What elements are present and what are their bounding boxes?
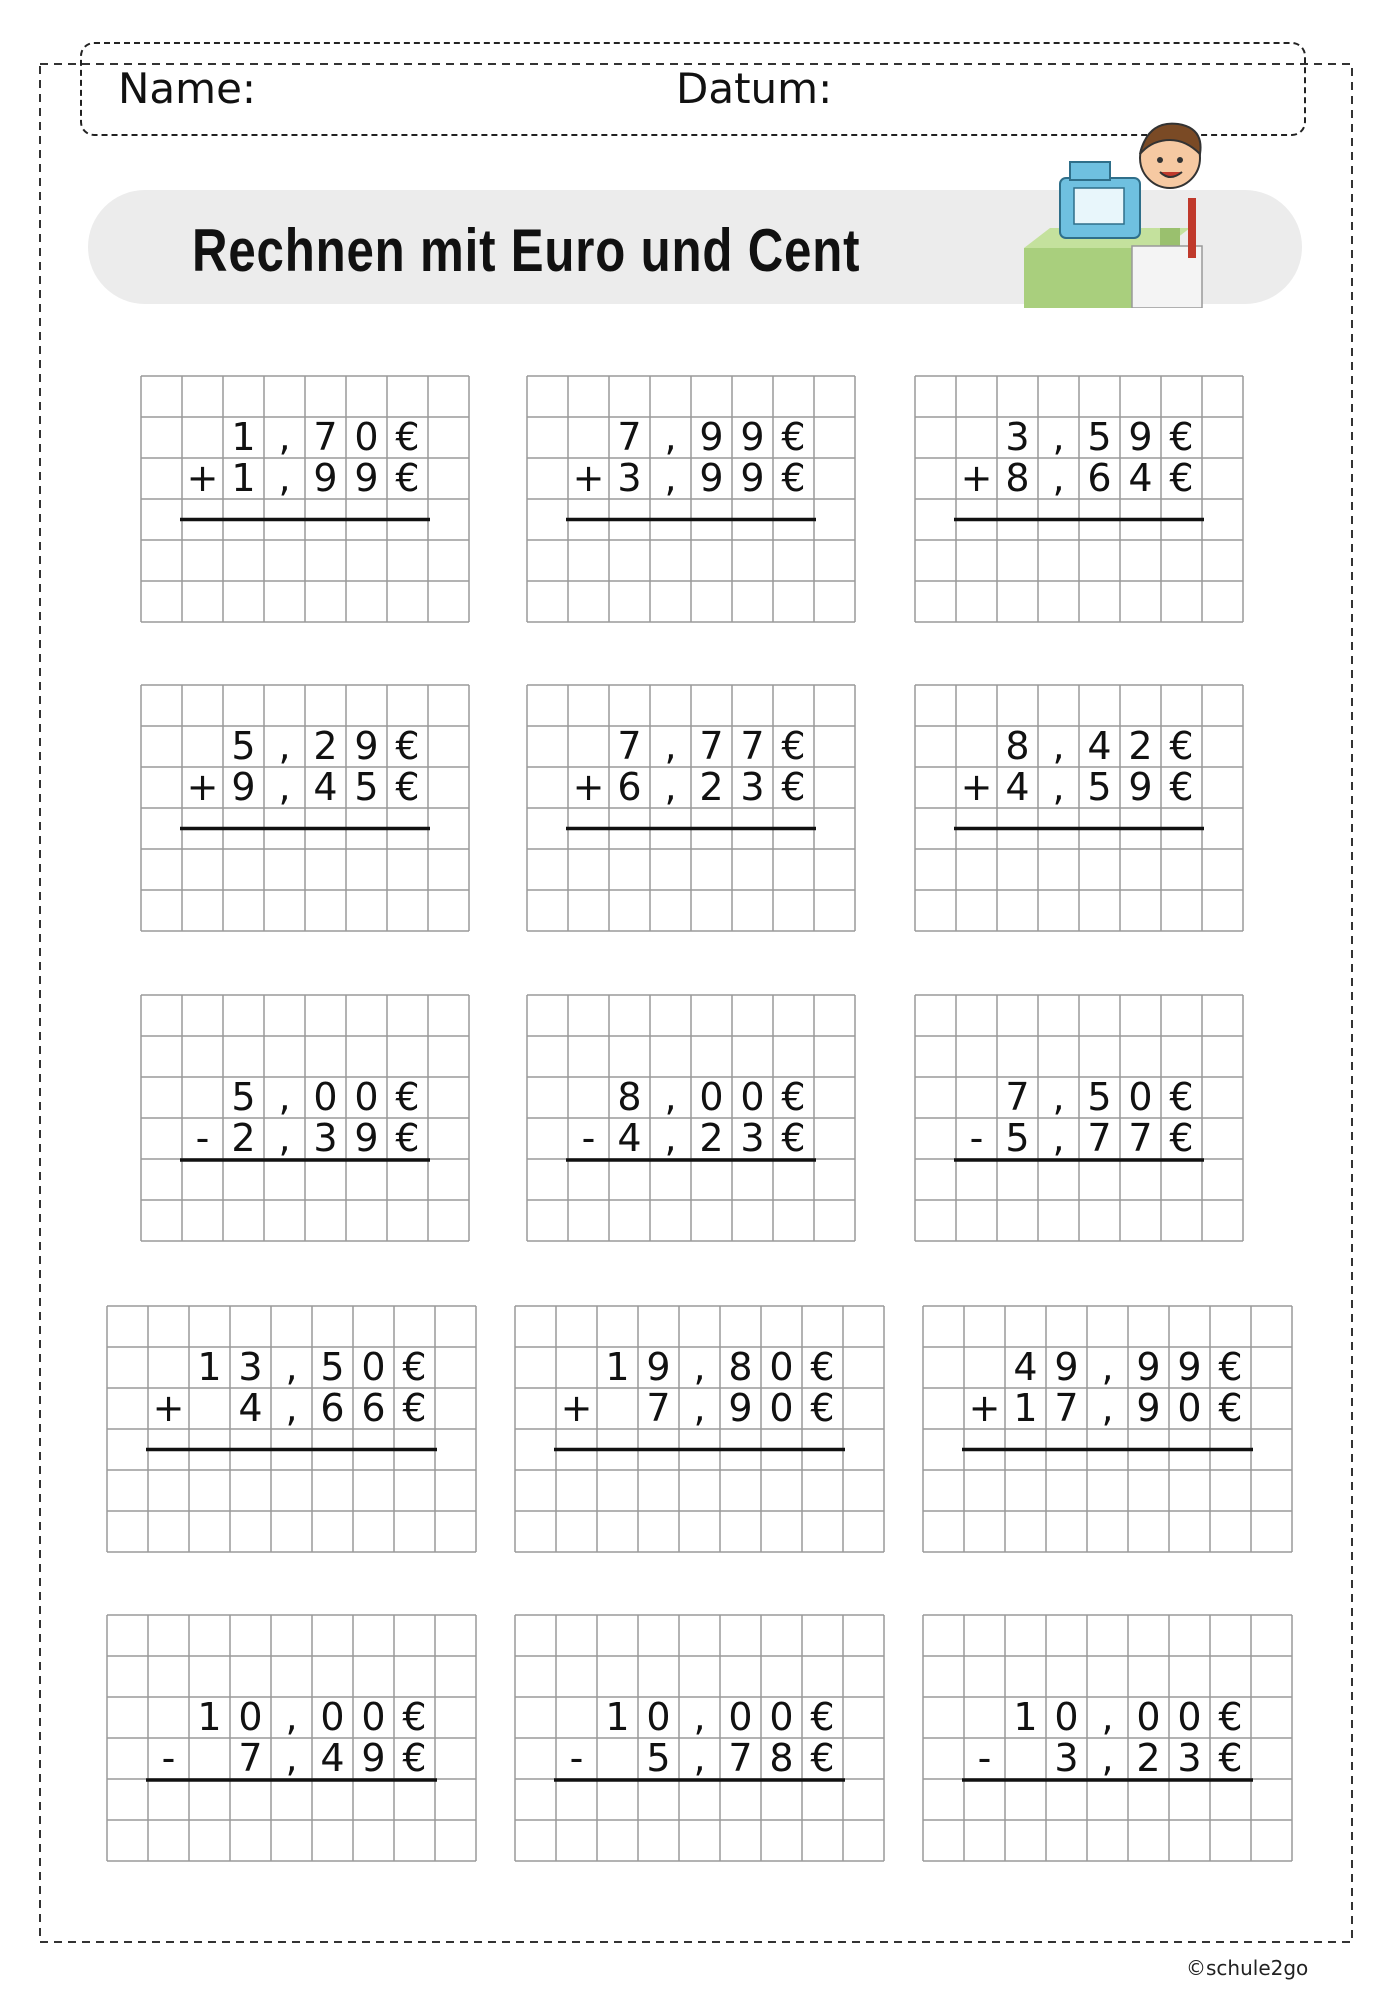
digit-cell: € [781, 415, 806, 459]
digit-cell: 6 [361, 1386, 386, 1430]
digit-cell: 9 [1136, 1386, 1161, 1430]
digit-cell: 2 [313, 724, 338, 768]
digit-cell: 3 [1177, 1736, 1202, 1780]
digit-cell [923, 1347, 964, 1388]
digit-cell: 0 [320, 1695, 345, 1739]
digit-cell: 4 [1128, 456, 1153, 500]
digit-cell: - [977, 1736, 992, 1780]
calc-grid-15[interactable] [922, 1614, 1291, 1860]
digit-cell: 0 [646, 1695, 671, 1739]
digit-cell: 7 [1128, 1116, 1153, 1160]
digit-cell [515, 1388, 556, 1429]
digit-cell: , [664, 456, 677, 500]
digit-cell [597, 1738, 638, 1779]
digit-cell: 0 [1177, 1386, 1202, 1430]
digit-cell [141, 726, 182, 767]
digit-cell: 4 [1005, 765, 1030, 809]
calc-second-operand-row [527, 1118, 814, 1159]
digit-cell: 9 [354, 456, 379, 500]
digit-cell: , [1101, 1345, 1114, 1389]
digit-cell: 0 [361, 1695, 386, 1739]
digit-cell: , [693, 1345, 706, 1389]
digit-cell: 7 [1054, 1386, 1079, 1430]
digit-cell: 1 [197, 1695, 222, 1739]
digit-cell: , [278, 1116, 291, 1160]
digit-cell: 4 [1087, 724, 1112, 768]
digit-cell [141, 1118, 182, 1159]
digit-cell: , [1101, 1386, 1114, 1430]
digit-cell: + [960, 456, 993, 500]
digit-cell: 8 [617, 1075, 642, 1119]
calc-first-operand-row [527, 1077, 814, 1118]
digit-cell: 7 [728, 1736, 753, 1780]
digit-cell: 2 [699, 765, 724, 809]
digit-cell: 4 [320, 1736, 345, 1780]
digit-cell [141, 1077, 182, 1118]
digit-cell: 5 [1087, 415, 1112, 459]
digit-cell [915, 1118, 956, 1159]
digit-cell [956, 1077, 997, 1118]
digit-cell: 5 [646, 1736, 671, 1780]
digit-cell [568, 417, 609, 458]
digit-cell: 7 [740, 724, 765, 768]
digit-cell: 9 [1054, 1345, 1079, 1389]
calc-first-operand-row [915, 1077, 1202, 1118]
digit-cell: € [781, 765, 806, 809]
digit-cell: - [969, 1116, 984, 1160]
digit-cell: 3 [740, 1116, 765, 1160]
digit-cell: € [402, 1345, 427, 1389]
digit-cell [107, 1388, 148, 1429]
digit-cell: 0 [361, 1345, 386, 1389]
digit-cell: 9 [1136, 1345, 1161, 1389]
digit-cell: 7 [617, 415, 642, 459]
digit-cell: 4 [238, 1386, 263, 1430]
digit-cell: 5 [231, 724, 256, 768]
calc-second-operand-row [141, 1118, 428, 1159]
digit-cell: + [186, 456, 219, 500]
digit-cell: 9 [354, 1116, 379, 1160]
calc-first-operand-row [515, 1347, 843, 1388]
calc-second-operand-row [141, 458, 428, 499]
calc-grid-13[interactable] [106, 1614, 475, 1860]
digit-cell: € [395, 724, 420, 768]
digit-cell [141, 767, 182, 808]
digit-cell: , [693, 1736, 706, 1780]
digit-cell: 5 [354, 765, 379, 809]
cashier-boy-illustration [1020, 118, 1226, 308]
digit-cell [568, 1077, 609, 1118]
calc-second-operand-row [141, 767, 428, 808]
digit-cell: 3 [617, 456, 642, 500]
digit-cell: - [569, 1736, 584, 1780]
digit-cell: , [1101, 1695, 1114, 1739]
digit-cell: € [1169, 1116, 1194, 1160]
worksheet-title: Rechnen mit Euro und Cent [192, 217, 861, 284]
digit-cell: 9 [699, 456, 724, 500]
digit-cell [515, 1697, 556, 1738]
digit-cell: 7 [646, 1386, 671, 1430]
digit-cell: , [278, 415, 291, 459]
digit-cell: € [1218, 1695, 1243, 1739]
digit-cell: 8 [1005, 724, 1030, 768]
digit-cell: 9 [361, 1736, 386, 1780]
digit-cell [964, 1697, 1005, 1738]
digit-cell [556, 1347, 597, 1388]
digit-cell: 4 [313, 765, 338, 809]
digit-cell: € [402, 1386, 427, 1430]
digit-cell [527, 726, 568, 767]
digit-cell: 9 [1128, 415, 1153, 459]
digit-cell: € [1169, 415, 1194, 459]
digit-cell: € [810, 1386, 835, 1430]
digit-cell: 5 [1005, 1116, 1030, 1160]
digit-cell [189, 1738, 230, 1779]
digit-cell: € [1169, 456, 1194, 500]
digit-cell [527, 417, 568, 458]
digit-cell: - [581, 1116, 596, 1160]
digit-cell: 4 [617, 1116, 642, 1160]
digit-cell: 3 [740, 765, 765, 809]
digit-cell: - [195, 1116, 210, 1160]
digit-cell: 1 [197, 1345, 222, 1389]
calc-first-operand-row [527, 417, 814, 458]
digit-cell: 7 [1087, 1116, 1112, 1160]
digit-cell: 0 [769, 1386, 794, 1430]
digit-cell: 2 [1136, 1736, 1161, 1780]
digit-cell: 0 [238, 1695, 263, 1739]
digit-cell: , [1052, 765, 1065, 809]
digit-cell: € [781, 1116, 806, 1160]
digit-cell: 6 [320, 1386, 345, 1430]
digit-cell [923, 1388, 964, 1429]
digit-cell: € [1169, 765, 1194, 809]
digit-cell [915, 1077, 956, 1118]
digit-cell: 5 [320, 1345, 345, 1389]
digit-cell: 9 [728, 1386, 753, 1430]
digit-cell: 0 [1136, 1695, 1161, 1739]
digit-cell: 0 [769, 1695, 794, 1739]
digit-cell: 9 [1128, 765, 1153, 809]
digit-cell: 7 [313, 415, 338, 459]
calc-second-operand-row [107, 1738, 435, 1779]
date-label: Datum: [676, 64, 833, 113]
digit-cell: 0 [354, 415, 379, 459]
calc-grid-6[interactable] [914, 684, 1242, 930]
digit-cell [1005, 1738, 1046, 1779]
digit-cell [597, 1388, 638, 1429]
digit-cell: 6 [1087, 456, 1112, 500]
digit-cell [141, 458, 182, 499]
digit-cell: + [560, 1386, 593, 1430]
digit-cell: 7 [1005, 1075, 1030, 1119]
digit-cell: 7 [238, 1736, 263, 1780]
digit-cell: , [278, 456, 291, 500]
calc-first-operand-row [515, 1697, 843, 1738]
digit-cell: , [664, 415, 677, 459]
digit-cell: € [810, 1736, 835, 1780]
digit-cell: , [664, 1116, 677, 1160]
calc-second-operand-row [107, 1388, 435, 1429]
digit-cell: € [781, 456, 806, 500]
digit-cell: 0 [313, 1075, 338, 1119]
digit-cell: 5 [231, 1075, 256, 1119]
digit-cell: € [781, 724, 806, 768]
digit-cell: 0 [1128, 1075, 1153, 1119]
calc-first-operand-row [527, 726, 814, 767]
digit-cell [527, 1077, 568, 1118]
digit-cell: + [572, 765, 605, 809]
name-label: Name: [118, 64, 257, 113]
digit-cell: 3 [238, 1345, 263, 1389]
digit-cell [915, 767, 956, 808]
digit-cell: 9 [231, 765, 256, 809]
digit-cell: 7 [617, 724, 642, 768]
calc-grid-7[interactable] [140, 994, 468, 1240]
digit-cell: 1 [231, 415, 256, 459]
digit-cell: , [278, 765, 291, 809]
digit-cell [107, 1697, 148, 1738]
digit-cell: 6 [617, 765, 642, 809]
calc-grid-4[interactable] [140, 684, 468, 930]
digit-cell [515, 1347, 556, 1388]
digit-cell: 5 [1087, 1075, 1112, 1119]
digit-cell: 0 [699, 1075, 724, 1119]
digit-cell [107, 1347, 148, 1388]
calc-grid-11[interactable] [514, 1305, 883, 1551]
calc-grid-12[interactable] [922, 1305, 1291, 1551]
calc-grid-5[interactable] [526, 684, 854, 930]
digit-cell [923, 1738, 964, 1779]
digit-cell: , [285, 1736, 298, 1780]
digit-cell: 9 [646, 1345, 671, 1389]
digit-cell: , [1052, 1075, 1065, 1119]
digit-cell [141, 417, 182, 458]
digit-cell [527, 458, 568, 499]
digit-cell: 8 [1005, 456, 1030, 500]
digit-cell: 0 [728, 1695, 753, 1739]
digit-cell: 8 [769, 1736, 794, 1780]
digit-cell: 9 [313, 456, 338, 500]
digit-cell: € [395, 415, 420, 459]
digit-cell [182, 726, 223, 767]
digit-cell: 1 [1013, 1695, 1038, 1739]
calc-second-operand-row [515, 1388, 843, 1429]
digit-cell: 1 [605, 1695, 630, 1739]
digit-cell: + [960, 765, 993, 809]
digit-cell: 3 [1054, 1736, 1079, 1780]
digit-cell: + [152, 1386, 185, 1430]
calc-first-operand-row [915, 417, 1202, 458]
digit-cell: € [781, 1075, 806, 1119]
digit-cell: , [1101, 1736, 1114, 1780]
calc-grid-3[interactable] [914, 375, 1242, 621]
calc-grid-9[interactable] [914, 994, 1242, 1240]
digit-cell: + [572, 456, 605, 500]
digit-cell [568, 726, 609, 767]
calc-second-operand-row [923, 1388, 1251, 1429]
calc-first-operand-row [923, 1347, 1251, 1388]
digit-cell: , [1052, 415, 1065, 459]
digit-cell [956, 726, 997, 767]
digit-cell: € [1218, 1736, 1243, 1780]
digit-cell: , [664, 724, 677, 768]
calc-second-operand-row [515, 1738, 843, 1779]
digit-cell: 2 [1128, 724, 1153, 768]
digit-cell [189, 1388, 230, 1429]
digit-cell: 9 [740, 456, 765, 500]
digit-cell: € [395, 1116, 420, 1160]
calc-second-operand-row [527, 458, 814, 499]
digit-cell: 2 [699, 1116, 724, 1160]
digit-cell: 9 [354, 724, 379, 768]
digit-cell: , [285, 1695, 298, 1739]
digit-cell [556, 1697, 597, 1738]
digit-cell: , [693, 1386, 706, 1430]
calc-first-operand-row [141, 726, 428, 767]
digit-cell: 7 [699, 724, 724, 768]
digit-cell [915, 417, 956, 458]
digit-cell: , [1052, 456, 1065, 500]
calc-first-operand-row [141, 417, 428, 458]
digit-cell: - [161, 1736, 176, 1780]
digit-cell: , [285, 1386, 298, 1430]
digit-cell: + [186, 765, 219, 809]
digit-cell: 3 [1005, 415, 1030, 459]
digit-cell: 1 [1013, 1386, 1038, 1430]
digit-cell: € [1169, 724, 1194, 768]
digit-cell: € [395, 1075, 420, 1119]
digit-cell: 9 [740, 415, 765, 459]
digit-cell: , [278, 1075, 291, 1119]
digit-cell: € [402, 1695, 427, 1739]
calc-grid-2[interactable] [526, 375, 854, 621]
digit-cell: , [285, 1345, 298, 1389]
digit-cell: 3 [313, 1116, 338, 1160]
digit-cell [964, 1347, 1005, 1388]
digit-cell [515, 1738, 556, 1779]
digit-cell: € [1218, 1386, 1243, 1430]
calc-second-operand-row [915, 1118, 1202, 1159]
digit-cell: € [402, 1736, 427, 1780]
digit-cell: 9 [699, 415, 724, 459]
digit-cell [107, 1738, 148, 1779]
digit-cell: € [810, 1695, 835, 1739]
digit-cell: 1 [231, 456, 256, 500]
calc-first-operand-row [107, 1347, 435, 1388]
digit-cell: 5 [1087, 765, 1112, 809]
digit-cell [956, 417, 997, 458]
digit-cell: 0 [769, 1345, 794, 1389]
digit-cell: , [1052, 1116, 1065, 1160]
digit-cell: € [395, 765, 420, 809]
calc-first-operand-row [107, 1697, 435, 1738]
digit-cell: € [810, 1345, 835, 1389]
digit-cell: , [278, 724, 291, 768]
digit-cell: , [1052, 724, 1065, 768]
calc-grid-1[interactable] [140, 375, 468, 621]
digit-cell [527, 767, 568, 808]
digit-cell: 0 [1054, 1695, 1079, 1739]
digit-cell [148, 1697, 189, 1738]
digit-cell: 0 [1177, 1695, 1202, 1739]
digit-cell [182, 1077, 223, 1118]
digit-cell [923, 1697, 964, 1738]
digit-cell: + [968, 1386, 1001, 1430]
digit-cell: 9 [1177, 1345, 1202, 1389]
digit-cell: , [664, 765, 677, 809]
digit-cell: 8 [728, 1345, 753, 1389]
digit-cell: , [693, 1695, 706, 1739]
calc-second-operand-row [527, 767, 814, 808]
copyright-text: ©schule2go [1186, 1956, 1309, 1980]
digit-cell [148, 1347, 189, 1388]
calc-first-operand-row [141, 1077, 428, 1118]
digit-cell: 4 [1013, 1345, 1038, 1389]
digit-cell: , [664, 1075, 677, 1119]
calc-first-operand-row [923, 1697, 1251, 1738]
digit-cell: € [395, 456, 420, 500]
digit-cell: 0 [740, 1075, 765, 1119]
digit-cell: 1 [605, 1345, 630, 1389]
calc-grid-14[interactable] [514, 1614, 883, 1860]
digit-cell: € [1169, 1075, 1194, 1119]
calc-second-operand-row [915, 767, 1202, 808]
digit-cell: 0 [354, 1075, 379, 1119]
digit-cell [915, 726, 956, 767]
digit-cell: € [1218, 1345, 1243, 1389]
calc-second-operand-row [915, 458, 1202, 499]
digit-cell [527, 1118, 568, 1159]
calc-second-operand-row [923, 1738, 1251, 1779]
digit-cell [915, 458, 956, 499]
calc-grid-8[interactable] [526, 994, 854, 1240]
digit-cell [182, 417, 223, 458]
calc-grid-10[interactable] [106, 1305, 475, 1551]
digit-cell: 2 [231, 1116, 256, 1160]
calc-first-operand-row [915, 726, 1202, 767]
